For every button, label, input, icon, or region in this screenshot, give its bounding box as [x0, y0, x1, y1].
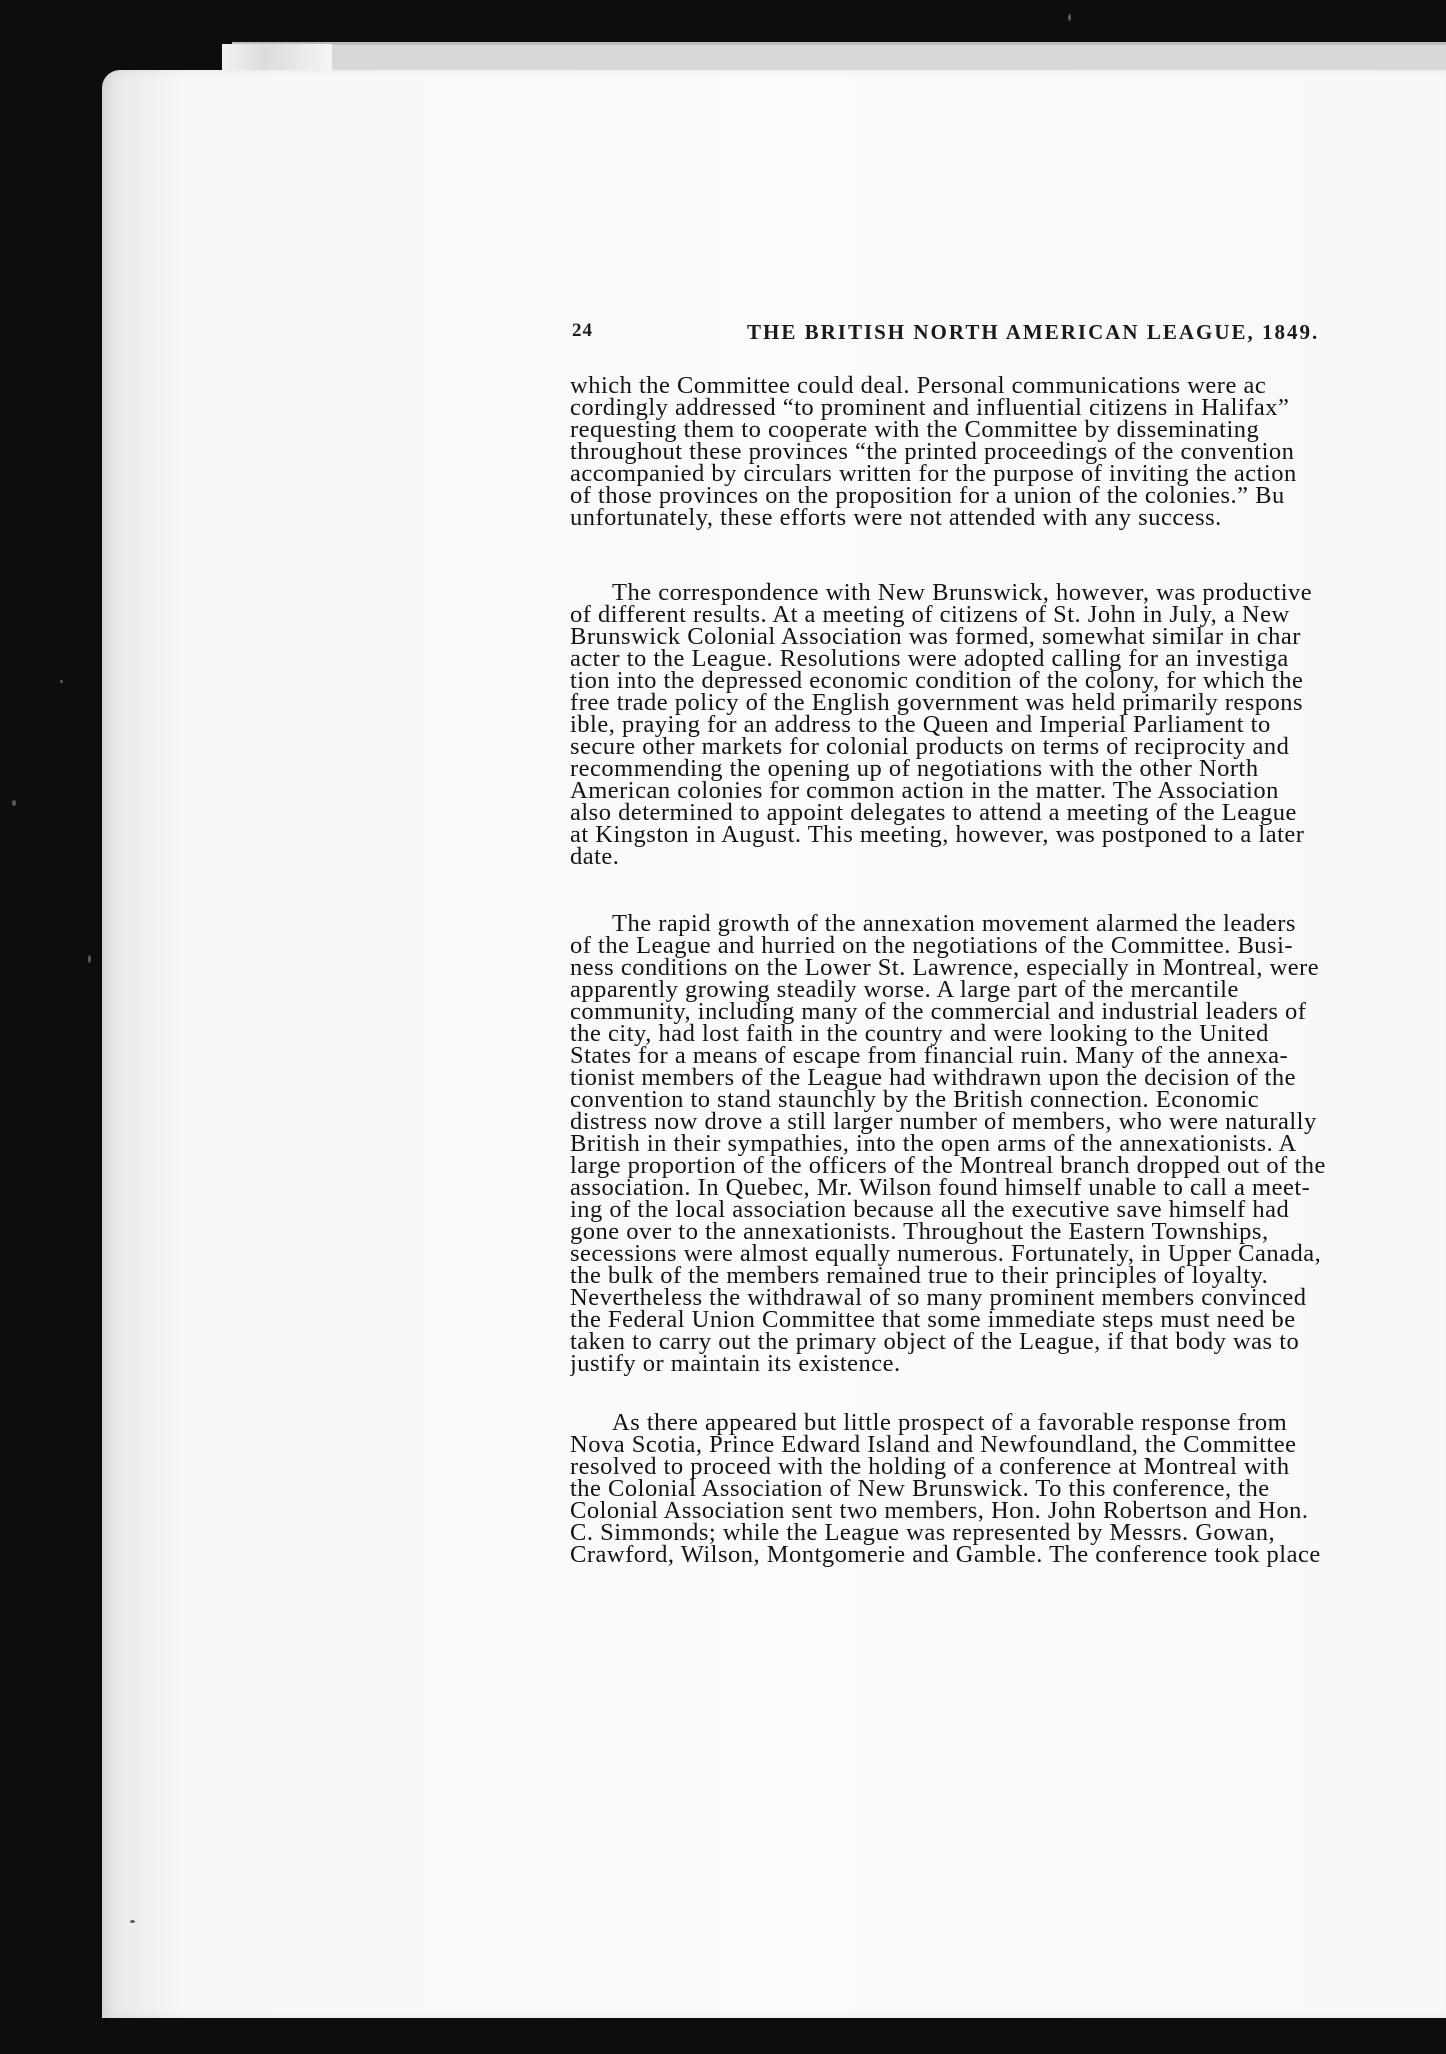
text-line: Colonial Association sent two members, Hon. John Robertson and Hon. [570, 1497, 1309, 1524]
text-line: throughout these provinces “the printed proceedings of the convention [570, 438, 1295, 465]
text-line: secessions were almost equally numerous. Fortunately, in Upper Canada, [570, 1240, 1322, 1267]
text-line: ness conditions on the Lower St. Lawrence, especially in Montreal, were [570, 954, 1320, 981]
film-speck [88, 955, 91, 963]
text-line: recommending the opening up of negotiations with the other North [570, 755, 1259, 782]
text-line: British in their sympathies, into the open arms of the annexationists. A [570, 1130, 1297, 1157]
text-line: taken to carry out the primary object of the League, if that body was to [570, 1328, 1300, 1355]
text-line: As there appeared but little prospect of a favorable response from [612, 1409, 1288, 1436]
film-speck [60, 680, 63, 683]
film-speck [130, 1920, 135, 1923]
paragraph-1 [570, 375, 1446, 529]
text-line: Crawford, Wilson, Montgomerie and Gamble. The conference took place [570, 1541, 1321, 1568]
text-line: Brunswick Colonial Association was formed, somewhat similar in char [570, 623, 1301, 650]
text-line: at Kingston in August. This meeting, however, was postponed to a later [570, 821, 1305, 848]
page-number: 24 [572, 320, 593, 341]
text-line: community, including many of the commercial and industrial leaders of [570, 998, 1307, 1025]
text-line: American colonies for common action in the matter. The Association [570, 777, 1279, 804]
text-line: also determined to appoint delegates to attend a meeting of the League [570, 799, 1297, 826]
text-line: association. In Quebec, Mr. Wilson found himself unable to call a meet- [570, 1174, 1311, 1201]
text-line: Nova Scotia, Prince Edward Island and Newfoundland, the Committee [570, 1431, 1297, 1458]
text-line: free trade policy of the English government was held primarily respons [570, 689, 1304, 716]
text-line: the Federal Union Committee that some immediate steps must need be [570, 1306, 1296, 1333]
text-line: cordingly addressed “to prominent and influential citizens in Halifax” [570, 394, 1290, 421]
text-line: which the Committee could deal. Personal communications were ac [570, 375, 1267, 399]
body-text [570, 375, 1446, 1985]
text-line: acter to the League. Resolutions were adopted calling for an investiga [570, 645, 1289, 672]
text-line: The rapid growth of the annexation movement alarmed the leaders [612, 910, 1296, 937]
running-title: THE BRITISH NORTH AMERICAN LEAGUE, 1849. [747, 320, 1320, 344]
paragraph-4 [570, 1409, 1446, 1568]
paragraph-2 [570, 579, 1446, 870]
text-line: large proportion of the officers of the Montreal branch dropped out of the [570, 1152, 1326, 1179]
film-speck [1068, 14, 1071, 21]
text-line: date. [570, 843, 620, 870]
film-speck [12, 800, 16, 806]
text-line: ible, praying for an address to the Queen and Imperial Parliament to [570, 711, 1271, 738]
text-line: tionist members of the League had withdrawn upon the decision of the [570, 1064, 1296, 1091]
text-line: of those provinces on the proposition for a union of the colonies.” Bu [570, 482, 1285, 509]
text-line: justify or maintain its existence. [570, 1350, 901, 1377]
text-line: The correspondence with New Brunswick, however, was productive [612, 579, 1313, 606]
text-line: ing of the local association because all the executive save himself had [570, 1196, 1290, 1223]
text-line: tion into the depressed economic condition of the colony, for which the [570, 667, 1304, 694]
text-line: the Colonial Association of New Brunswick. To this conference, the [570, 1475, 1270, 1502]
text-line: apparently growing steadily worse. A large part of the mercantile [570, 976, 1239, 1003]
text-line: Nevertheless the withdrawal of so many prominent members convinced [570, 1284, 1307, 1311]
text-line: resolved to proceed with the holding of a conference at Montreal with [570, 1453, 1290, 1480]
page-header [572, 320, 1446, 350]
text-line: requesting them to cooperate with the Committee by disseminating [570, 416, 1260, 443]
text-line: the bulk of the members remained true to their principles of loyalty. [570, 1262, 1269, 1289]
text-line: unfortunately, these efforts were not attended with any success. [570, 504, 1222, 531]
text-line: gone over to the annexationists. Throughout the Eastern Townships, [570, 1218, 1269, 1245]
text-line: the city, had lost faith in the country and were looking to the United [570, 1020, 1269, 1047]
text-line: C. Simmonds; while the League was represented by Messrs. Gowan, [570, 1519, 1276, 1546]
text-line: secure other markets for colonial products on terms of reciprocity and [570, 733, 1290, 760]
text-line: of the League and hurried on the negotiations of the Committee. Busi- [570, 932, 1294, 959]
text-line: accompanied by circulars written for the purpose of inviting the action [570, 460, 1297, 487]
text-line: States for a means of escape from financial ruin. Many of the annexa- [570, 1042, 1289, 1069]
text-line: convention to stand staunchly by the British connection. Economic [570, 1086, 1260, 1113]
paragraph-3 [570, 910, 1446, 1377]
text-line: distress now drove a still larger number of members, who were naturally [570, 1108, 1317, 1135]
text-line: of different results. At a meeting of citizens of St. John in July, a New [570, 601, 1290, 628]
